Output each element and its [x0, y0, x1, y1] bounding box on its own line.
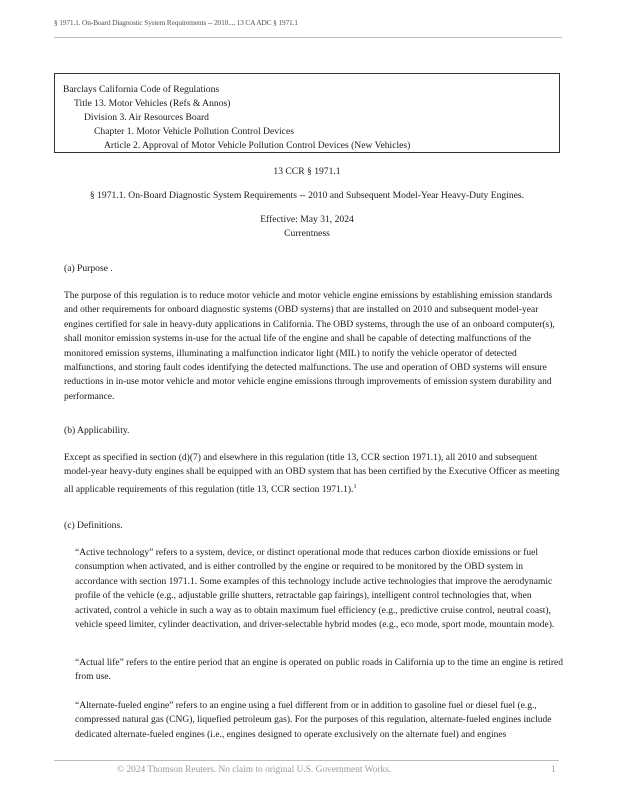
definition-active-technology: “Active technology” refers to a system, device, or distinct operational mode that reduces carbon dioxide emissions or fuel consumption when activated, and is either controlled by the engine or required to be monitored by the OBD system in accordance with section 1971.1. Some examples of this technology include active technologies that improve the aerodynamic profile of the vehicle (e.g., adjustable grille shutters, retractable gap fairings), intelligent control technologies that, when activated, control a vehicle in such a way as to obtain maximum fuel efficiency (e.g., predictive cruise control, neutral coast), vehicle speed limiter, cylinder deactivation, and driver-selectable hybrid modes (e.g., eco mode, sport mode, mountain mode). [75, 548, 555, 631]
footnote-ref: 1 [353, 482, 357, 490]
citation-box [54, 73, 560, 153]
applicability-text: Except as specified in section (d)(7) and elsewhere in this regulation (title 13, CCR section 1971.1), all 2010 and subsequent model-year heavy-duty engines shall be equipped with an OBD system that has been certified by the Executive Officer as meeting all applicable requirements of this regulation (title 13, CCR section 1971.1). [64, 453, 560, 495]
page-number: 1 [551, 765, 556, 775]
currentness-label: Currentness [284, 228, 330, 239]
title-line: Title 13. Motor Vehicles (Refs & Annos) [74, 98, 231, 109]
effective-block [54, 213, 560, 241]
purpose-heading: (a) Purpose . [64, 263, 113, 274]
definitions-heading: (c) Definitions. [64, 520, 123, 531]
division-line: Division 3. Air Resources Board [84, 112, 209, 123]
purpose-paragraph: The purpose of this regulation is to reduce motor vehicle and motor vehicle engine emissions by establishing emission standards and other requirements for onboard diagnostic systems (OBD systems) that are installed on 2010 and subsequent model-year engines certified for sale in heavy-duty applications in California. The OBD systems, through the use of an onboard computer(s), shall monitor emission systems in-use for the actual life of the engine and shall be capable of detecting malfunctions of the monitored emission systems, illuminating a malfunction indicator light (MIL) to notify the vehicle operator of detected malfunctions, and storing fault codes identifying the detected malfunctions. The use and operation of OBD systems will ensure reductions in in-use motor vehicle and motor vehicle engine emissions through improvements of emission system durability and performance. [64, 291, 555, 402]
section-title: § 1971.1. On-Board Diagnostic System Requirements -- 2010 and Subsequent Model-Year Heavy-Duty Engines. [89, 190, 525, 201]
copyright-notice: © 2024 Thomson Reuters. No claim to original U.S. Government Works. [117, 765, 392, 775]
regulation-citation: 13 CCR § 1971.1 [273, 166, 341, 177]
applicability-heading: (b) Applicability. [64, 425, 130, 436]
footer-divider [54, 760, 559, 761]
definition-actual-life: “Actual life” refers to the entire period that an engine is operated on public roads in California up to the time an engine is retired from use. [75, 658, 564, 683]
chapter-line: Chapter 1. Motor Vehicle Pollution Control Devices [94, 126, 294, 137]
code-name: Barclays California Code of Regulations [63, 84, 220, 95]
article-line: Article 2. Approval of Motor Vehicle Pollution Control Devices (New Vehicles) [104, 140, 411, 151]
effective-date: Effective: May 31, 2024 [260, 214, 354, 225]
applicability-paragraph [64, 451, 560, 497]
running-header: § 1971.1. On-Board Diagnostic System Requirements -- 2010..., 13 CA ADC § 1971.1 [54, 18, 562, 38]
definition-alternate-fueled-engine: “Alternate-fueled engine” refers to an engine using a fuel different from or in addition to gasoline fuel or diesel fuel (e.g., compressed natural gas (CNG), liquefied petroleum gas). For the purposes of this regulation, alternate-fueled engines include dedicated alternate-fueled engines (i.e., engines designed to operate exclusively on the alternate fuel) and engines [75, 701, 552, 740]
